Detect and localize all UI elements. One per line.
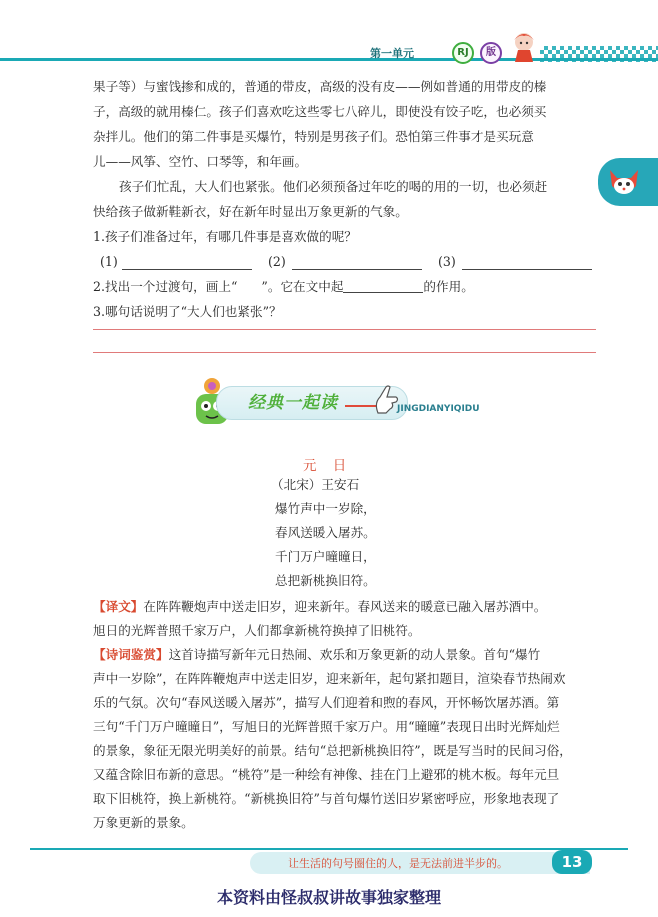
appreciation-line: 【诗词鉴赏】这首诗描写新年元日热闹、欢乐和万象更新的动人景象。首句“爆竹 bbox=[93, 647, 541, 662]
fairy-mascot-icon bbox=[506, 28, 542, 64]
translation-line: 旭日的光辉普照千家万户，人们都拿新桃符换掉了旧桃符。 bbox=[93, 623, 421, 638]
appreciation-line: 的景象，象征无限光明美好的前景。结句“总把新桃换旧符”，既是写当时的民间习俗， bbox=[93, 743, 572, 758]
unit-label: 第一单元 bbox=[370, 47, 414, 60]
appreciation-line: 乐的气氛。次句“春风送暖入屠苏”，描写人们迎着和煦的春风，开怀畅饮屠苏酒。第 bbox=[93, 695, 560, 710]
answer-label-3: (3) bbox=[438, 254, 456, 269]
question-2-part-a: 2.找出一个过渡句，画上“ bbox=[93, 279, 238, 294]
header-checker-pattern bbox=[540, 46, 658, 62]
answer-label-1: (1) bbox=[100, 254, 118, 269]
poem-line: 千门万户曈曈日， bbox=[275, 549, 376, 564]
side-tab bbox=[598, 158, 658, 206]
question-2-part-b: ”。它在文中起 bbox=[261, 279, 344, 294]
poem-line: 春风送暖入屠苏。 bbox=[275, 525, 376, 540]
rj-badge: RJ bbox=[452, 42, 474, 64]
translation-line: 【译文】在阵阵鞭炮声中送走旧岁，迎来新年。春风送来的暖意已融入屠苏酒中。 bbox=[93, 599, 547, 614]
poem-line: 爆竹声中一岁除， bbox=[275, 501, 376, 516]
passage-line: 孩子们忙乱，大人们也紧张。他们必须预备过年吃的喝的用的一切，也必须赶 bbox=[119, 179, 548, 194]
appreciation-line: 取下旧桃符，换上新桃符。“新桃换旧符”与首句爆竹送旧岁紧密呼应，形象地表现了 bbox=[93, 791, 560, 806]
passage-line: 快给孩子做新鞋新衣，好在新年时显出万象更新的气象。 bbox=[93, 204, 408, 219]
poem-title: 元 日 bbox=[303, 458, 353, 474]
passage-line: 果子等）与蜜饯掺和成的，普通的带皮，高级的没有皮——例如普通的用带皮的榛 bbox=[93, 79, 547, 94]
page-number: 13 bbox=[552, 850, 592, 874]
source-note: 本资料由怪叔叔讲故事独家整理 bbox=[216, 888, 441, 907]
poem-line: 总把新桃换旧符。 bbox=[275, 573, 376, 588]
appreciation-line: 三句“千门万户曈曈日”，写旭日的光辉普照千家万户。用“曈曈”表现日出时光辉灿烂 bbox=[93, 719, 560, 734]
appreciation-line: 声中一岁除”，在阵阵鞭炮声中送走旧岁，迎来新年，起句紧扣题目，渲染春节热闹欢 bbox=[93, 671, 566, 686]
answer-blank-3[interactable] bbox=[462, 251, 592, 270]
poem-author: （北宋）王安石 bbox=[271, 477, 360, 492]
fox-mascot-icon bbox=[604, 162, 644, 202]
appreciation-line: 万象更新的景象。 bbox=[93, 815, 194, 830]
pointing-hand-icon bbox=[372, 383, 400, 417]
answer-line-red[interactable] bbox=[93, 329, 596, 330]
answer-blank-1[interactable] bbox=[122, 251, 252, 270]
translation-tag: 【译文】 bbox=[93, 599, 144, 614]
passage-line: 子，高级的就用榛仁。孩子们喜欢吃这些零七八碎儿，即使没有饺子吃，也必须买 bbox=[93, 104, 547, 119]
footer-quote: 让生活的句号圈住的人，是无法前进半步的。 bbox=[288, 857, 508, 870]
appreciation-line: 又蕴含除旧布新的意思。“桃符”是一种绘有神像、挂在门上避邪的桃木板。每年元旦 bbox=[93, 767, 560, 782]
answer-blank-q2[interactable] bbox=[343, 278, 423, 293]
answer-blank-2[interactable] bbox=[292, 251, 422, 270]
answer-line-red[interactable] bbox=[93, 352, 596, 353]
passage-line: 杂拌儿。他们的第二件事是买爆竹，特别是男孩子们。恐怕第三件事才是买玩意 bbox=[93, 129, 534, 144]
passage-line: 儿——风筝、空竹、口琴等，和年画。 bbox=[93, 154, 308, 169]
question-3: 3.哪句话说明了“大人们也紧张”？ bbox=[93, 304, 282, 319]
question-2 bbox=[93, 276, 474, 298]
question-1: 1.孩子们准备过年，有哪几件事是喜欢做的呢？ bbox=[93, 229, 357, 244]
question-2-part-c: 的作用。 bbox=[423, 279, 474, 294]
appreciation-tag: 【诗词鉴赏】 bbox=[93, 647, 169, 662]
answer-label-2: (2) bbox=[268, 254, 286, 269]
edition-badge: 版 bbox=[480, 42, 502, 64]
banner-pinyin: JINGDIANYIQIDU bbox=[397, 404, 480, 414]
footer-rule bbox=[30, 848, 628, 850]
banner-title: 经典一起读 bbox=[248, 393, 338, 413]
